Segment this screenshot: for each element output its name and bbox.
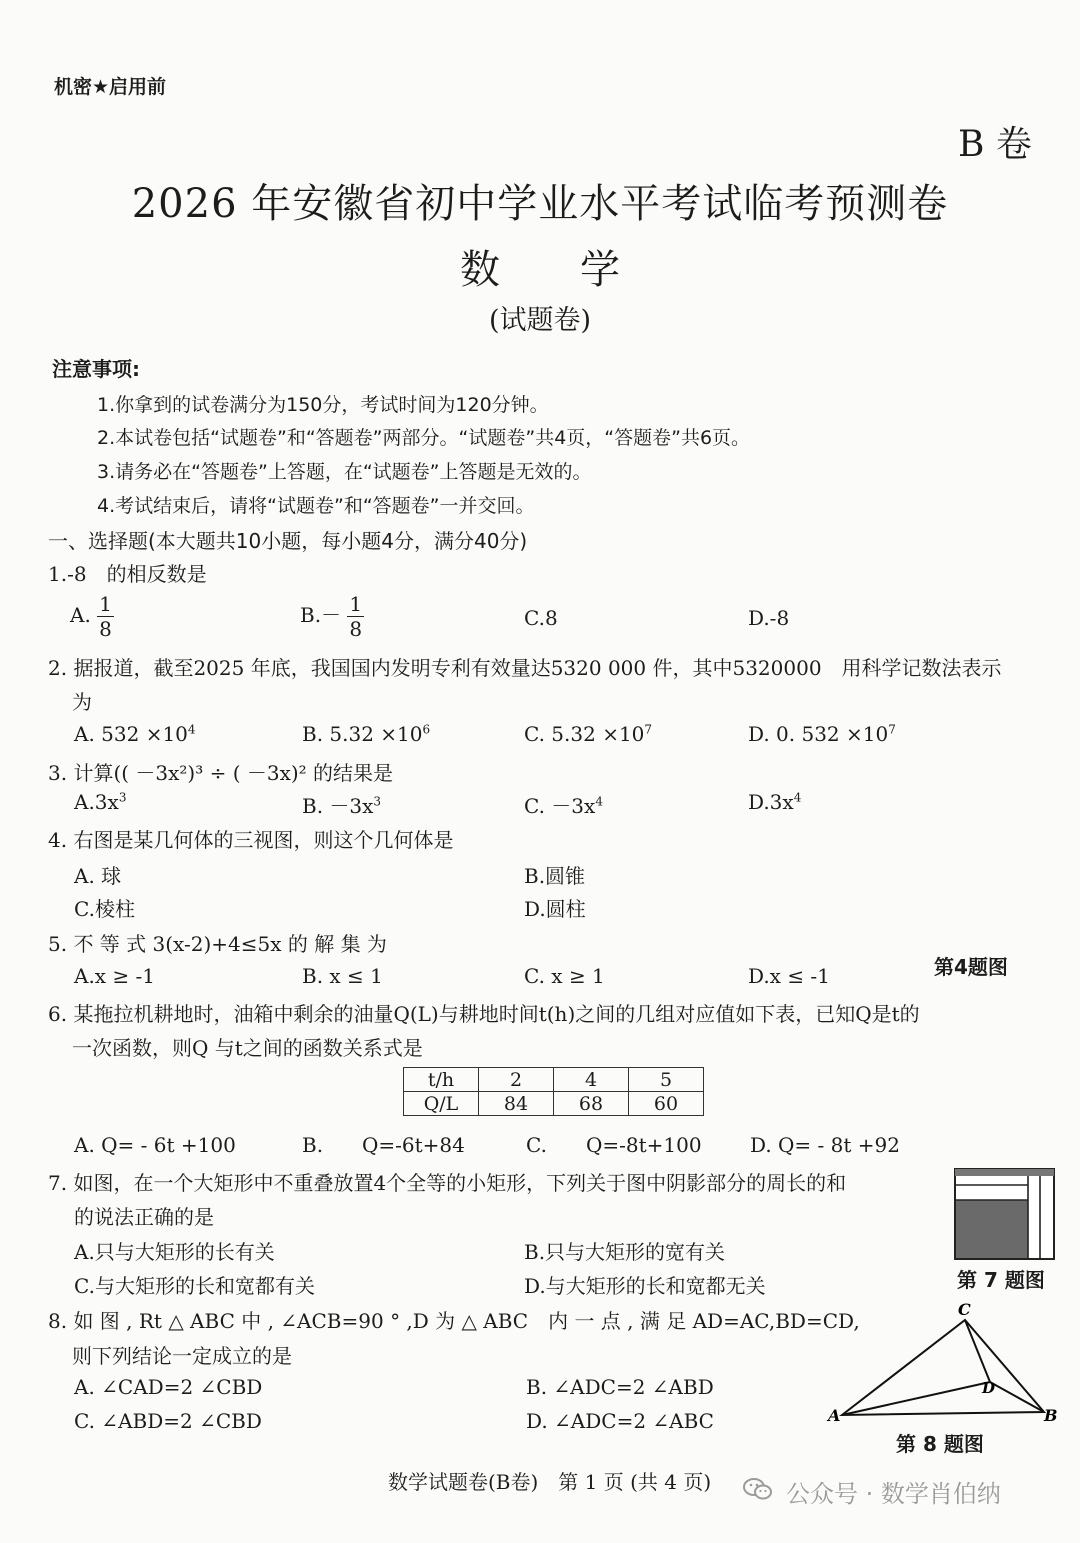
- q5-option-d: D.x ≤ -1: [748, 964, 830, 988]
- q5-option-a: A.x ≥ -1: [74, 964, 156, 988]
- q3-option-c: [524, 790, 603, 819]
- q2-c-exp: 7: [644, 722, 653, 737]
- q2-stem-line1: 2. 据报道，截至2025 年底，我国国内发明专利有效量达5320 000 件，其中5320000 用科学记数法表示: [48, 656, 1002, 680]
- q3-option-b: [302, 790, 381, 819]
- q1-b-den: 8: [349, 617, 363, 641]
- q4-option-d: D.圆柱: [524, 897, 586, 921]
- q3-a-exp: 3: [118, 790, 127, 805]
- q8-label-c: C: [958, 1300, 971, 1319]
- q2-option-b: [302, 722, 430, 746]
- wechat-icon: [742, 1476, 774, 1502]
- q7-rectangle-figure: [954, 1168, 1056, 1262]
- secret-note: 机密★启用前: [54, 76, 167, 98]
- paper-type: (试题卷): [488, 305, 592, 336]
- table-cell: 4: [554, 1068, 629, 1092]
- q7-figure-caption: 第 7 题图: [957, 1268, 1045, 1292]
- q2-a-exp: 4: [187, 722, 196, 737]
- q8-segment-bd: [990, 1382, 1044, 1412]
- q6-option-b: Q=-6t+84: [362, 1133, 465, 1157]
- q3-d-exp: 4: [793, 790, 802, 805]
- table-row: [404, 1068, 704, 1092]
- q8-figure-caption: 第 8 题图: [896, 1432, 984, 1456]
- table-cell: 5: [629, 1068, 704, 1092]
- q3-b-base: B. －3x: [302, 794, 374, 818]
- q8-stem-line2: 则下列结论一定成立的是: [72, 1344, 292, 1368]
- table-row: [404, 1092, 704, 1116]
- q8-label-b: B: [1044, 1406, 1058, 1425]
- q8-label-d: D: [982, 1379, 996, 1397]
- q6-option-c-label: C.: [526, 1133, 547, 1157]
- q5-option-b: B. x ≤ 1: [302, 964, 383, 988]
- note-item-2: 2.本试卷包括“试题卷”和“答题卷”两部分。“试题卷”共4页，“答题卷”共6页。: [97, 427, 751, 449]
- q6-option-d: D. Q= - 8t +92: [750, 1133, 900, 1157]
- q2-d-base: D. 0. 532 ×10: [748, 722, 889, 746]
- q6-stem-line1: 6. 某拖拉机耕地时，油箱中剩余的油量Q(L)与耕地时间t(h)之间的几组对应值如下表，已知Q是t的: [48, 1002, 920, 1026]
- q3-a-base: A.3x: [74, 790, 119, 814]
- q3-d-base: D.3x: [748, 790, 794, 814]
- q6-value-table: [403, 1067, 704, 1116]
- q3-stem: 3. 计算(( －3x²)³ ÷ ( －3x)² 的结果是: [48, 761, 394, 785]
- q1-a-den: 8: [99, 617, 112, 641]
- q1-a-fraction: [97, 594, 114, 639]
- q3-option-d: [748, 790, 801, 814]
- q6-option-c: Q=-8t+100: [586, 1133, 702, 1157]
- q7-shaded-top-strip: [955, 1169, 1054, 1176]
- q7-shaded-region: [956, 1200, 1028, 1258]
- q1-option-c: C.8: [524, 606, 558, 630]
- q1-stem: 1.-8 的相反数是: [48, 562, 207, 586]
- q7-stem-line2: 的说法正确的是: [74, 1205, 214, 1229]
- q1-b-num: 1: [349, 592, 363, 616]
- q7-stem-line1: 7. 如图，在一个大矩形中不重叠放置4个全等的小矩形，下列关于图中阴影部分的周长的和: [48, 1171, 847, 1195]
- q8-label-a: A: [828, 1406, 841, 1425]
- table-cell: Q/L: [404, 1092, 479, 1116]
- notes-heading: 注意事项:: [52, 357, 140, 381]
- q1-option-b: [300, 594, 364, 639]
- q1-a-num: 1: [99, 592, 112, 616]
- q2-stem-line2: 为: [72, 690, 92, 714]
- q3-b-exp: 3: [373, 794, 382, 809]
- subject-title: 数 学: [460, 247, 620, 293]
- page-footer: 数学试题卷(B卷) 第 1 页 (共 4 页): [388, 1470, 712, 1494]
- q7-option-a: A.只与大矩形的长有关: [74, 1240, 275, 1264]
- note-item-3: 3.请务必在“答题卷”上答题，在“试题卷”上答题是无效的。: [97, 461, 592, 483]
- q8-triangle-abc: [842, 1320, 1044, 1415]
- q4-stem: 4. 右图是某几何体的三视图，则这个几何体是: [48, 828, 454, 852]
- q2-c-base: C. 5.32 ×10: [524, 722, 645, 746]
- q8-triangle-figure: [822, 1300, 1062, 1430]
- q8-option-d: D. ∠ADC=2 ∠ABC: [526, 1409, 714, 1433]
- watermark-text: 公众号 · 数学肖伯纳: [786, 1480, 1001, 1508]
- q2-option-c: [524, 722, 652, 746]
- table-cell: 84: [479, 1092, 554, 1116]
- note-item-1: 1.你拿到的试卷满分为150分，考试时间为120分钟。: [97, 394, 549, 416]
- q1-option-a: [70, 594, 114, 639]
- q8-stem-line1: 8. 如 图 , Rt △ ABC 中 , ∠ACB=90 ° ,D 为 △ ABC 内 一 点 , 满 足 AD=AC,BD=CD,: [48, 1309, 860, 1333]
- q1-a-label: A.: [70, 603, 91, 627]
- exam-title: 2026 年安徽省初中学业水平考试临考预测卷: [131, 181, 949, 227]
- q4-option-c: C.棱柱: [74, 897, 135, 921]
- section-heading: 一、选择题(本大题共10小题，每小题4分，满分40分): [48, 529, 528, 553]
- q2-b-base: B. 5.32 ×10: [302, 722, 423, 746]
- q4-option-a: A. 球: [74, 864, 122, 888]
- q2-b-exp: 6: [422, 722, 431, 737]
- q2-option-d: [748, 722, 896, 746]
- note-item-4: 4.考试结束后，请将“试题卷”和“答题卷”一并交回。: [97, 495, 535, 517]
- q4-option-b: B.圆锥: [524, 864, 586, 888]
- q4-figure-caption: 第4题图: [934, 955, 1008, 979]
- table-cell: t/h: [404, 1068, 479, 1092]
- table-cell: 68: [554, 1092, 629, 1116]
- q3-option-a: [74, 790, 126, 814]
- q7-option-d: D.与大矩形的长和宽都无关: [524, 1274, 766, 1298]
- q7-option-b: B.只与大矩形的宽有关: [524, 1240, 726, 1264]
- q5-stem: 5. 不 等 式 3(x-2)+4≤5x 的 解 集 为: [48, 932, 387, 956]
- table-cell: 60: [629, 1092, 704, 1116]
- q7-option-c: C.与大矩形的长和宽都有关: [74, 1274, 315, 1298]
- q2-option-a: [74, 722, 196, 746]
- q1-option-d: D.-8: [748, 606, 790, 630]
- table-cell: 2: [479, 1068, 554, 1092]
- volume-label: B 卷: [958, 124, 1032, 165]
- q8-option-c: C. ∠ABD=2 ∠CBD: [74, 1409, 262, 1433]
- q1-b-label: B.－: [300, 603, 342, 627]
- q2-a-base: A. 532 ×10: [74, 722, 188, 746]
- q6-stem-line2: 一次函数，则Q 与t之间的函数关系式是: [72, 1036, 423, 1060]
- q2-d-exp: 7: [888, 722, 896, 737]
- q8-segment-cd: [965, 1320, 990, 1382]
- q6-option-b-label: B.: [302, 1133, 324, 1157]
- q8-option-a: A. ∠CAD=2 ∠CBD: [74, 1375, 263, 1399]
- q3-c-base: C. －3x: [524, 794, 596, 818]
- q1-b-fraction: [347, 594, 364, 639]
- q8-option-b: B. ∠ADC=2 ∠ABD: [526, 1375, 714, 1399]
- q3-c-exp: 4: [595, 794, 603, 809]
- q5-option-c: C. x ≥ 1: [524, 964, 605, 988]
- q6-option-a: A. Q= - 6t +100: [74, 1133, 236, 1157]
